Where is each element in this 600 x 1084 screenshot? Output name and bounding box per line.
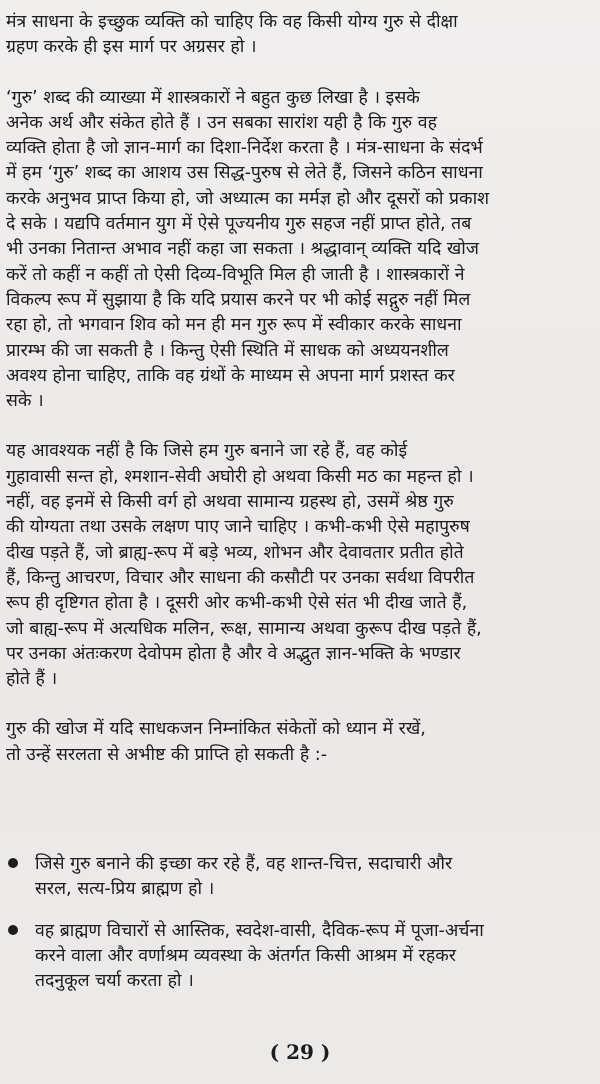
- bullet-icon: [8, 858, 18, 868]
- text-line: गुरु की खोज में यदि साधकजन निम्नांकित संकेतों को ध्यान में रखें,: [6, 719, 426, 740]
- bullet-list: [6, 852, 594, 1010]
- text-line: भी उनका नितान्त अभाव नहीं कहा जा सकता । श्रद्धावान् व्यक्ति यदि खोज: [6, 239, 479, 260]
- text-line: तदनुकूल चर्या करता हो ।: [35, 971, 194, 992]
- text-line: तो उन्हें सरलता से अभीष्ट की प्राप्ति हो सकती है :-: [6, 744, 328, 765]
- text-line: जो बाह्य-रूप में अत्यधिक मलिन, रूक्ष, सामान्य अथवा कुरूप दीख पड़ते हैं,: [6, 618, 482, 639]
- text-line: ग्रहण करके ही इस मार्ग पर अग्रसर हो ।: [6, 37, 257, 58]
- text-line: वह ब्राह्मण विचारों से आस्तिक, स्वदेश-वासी, दैविक-रूप में पूजा-अर्चना: [35, 920, 484, 941]
- text-line: व्यक्ति होता है जो ज्ञान-मार्ग का दिशा-निर्देश करता है । मंत्र-साधना के संदर्भ: [6, 138, 483, 159]
- page-number: ( 29 ): [269, 1040, 331, 1064]
- paragraph-gap: [6, 61, 594, 86]
- paragraph: [6, 10, 594, 61]
- text-line: करने वाला और वर्णाश्रम व्यवस्था के अंतर्गत किसी आश्रम में रहकर: [35, 945, 456, 966]
- text-line: की योग्यता तथा उसके लक्षण पाए जाने चाहिए । कभी-कभी ऐसे महापुरुष: [6, 517, 470, 538]
- text-line: सके ।: [6, 391, 44, 412]
- paragraph-gap: [6, 692, 594, 717]
- text-line: अवश्य होना चाहिए, ताकि वह ग्रंथों के माध्यम से अपना मार्ग प्रशस्त कर: [6, 365, 455, 386]
- text-line: होते हैं ।: [6, 669, 58, 690]
- text-line: करके अनुभव प्राप्त किया हो, जो अध्यात्म का मर्मज्ञ हो और दूसरों को प्रकाश: [6, 188, 490, 209]
- text-line: मंत्र साधना के इच्छुक व्यक्ति को चाहिए कि वह किसी योग्य गुरु से दीक्षा: [6, 12, 458, 32]
- text-line: प्रारम्भ की जा सकती है । किन्तु ऐसी स्थिति में साधक को अध्ययनशील: [6, 340, 449, 361]
- text-line: दे सके । यद्यपि वर्तमान युग में ऐसे पूज्यनीय गुरु सहज नहीं प्राप्त होते, तब: [6, 214, 472, 235]
- bullet-item: [6, 852, 594, 903]
- text-line: में हम ‘गुरु’ शब्द का आशय उस सिद्ध-पुरुष से लेते हैं, जिसने कठिन साधना: [6, 163, 483, 184]
- bullet-icon: [8, 925, 18, 935]
- text-line: करें तो कहीं न कहीं तो ऐसी दिव्य-विभूति मिल ही जाती है । शास्त्रकारों ने: [6, 264, 465, 285]
- text-line: यह आवश्यक नहीं है कि जिसे हम गुरु बनाने जा रहे हैं, वह कोई: [6, 441, 408, 462]
- text-line: अनेक अर्थ और संकेत होते हैं । उन सबका सारांश यही है कि गुरु वह: [6, 112, 437, 133]
- paragraph: [6, 717, 594, 768]
- text-line: दीख पड़ते हैं, जो ब्राह्य-रूप में बड़े भव्य, शोभन और देवावतार प्रतीत होते: [6, 542, 464, 563]
- paragraph-gap: [6, 414, 594, 439]
- text-line: जिसे गुरु बनाने की इच्छा कर रहे हैं, वह शान्त-चित्त, सदाचारी और: [35, 854, 453, 874]
- text-line: रूप ही दृष्टिगत होता है । दूसरी ओर कभी-कभी ऐसे संत भी दीख जाते हैं,: [6, 593, 468, 614]
- bullet-item: [6, 919, 594, 995]
- text-line: हैं, किन्तु आचरण, विचार और साधना की कसौटी पर उनका सर्वथा विपरीत: [6, 567, 475, 588]
- text-line: नहीं, वह इनमें से किसी वर्ग हो अथवा सामान्य ग्रहस्थ हो, उसमें श्रेष्ठ गुरु: [6, 492, 454, 513]
- paragraph: [6, 439, 594, 692]
- paragraph: [6, 86, 594, 415]
- text-line: पर उनका अंतःकरण देवोपम होता है और वे अद्भुत ज्ञान-भक्ति के भण्डार: [6, 643, 461, 664]
- text-line: गुहावासी सन्त हो, श्मशान-सेवी अघोरी हो अथवा किसी मठ का महन्त हो ।: [6, 466, 474, 487]
- text-line: सरल, सत्य-प्रिय ब्राह्मण हो ।: [35, 879, 215, 900]
- text-line: ‘गुरु’ शब्द की व्याख्या में शास्त्रकारों ने बहुत कुछ लिखा है । इसके: [6, 87, 420, 108]
- text-line: विकल्प रूप में सुझाया है कि यदि प्रयास करने पर भी कोई सद्गुरु नहीं मिल: [6, 289, 471, 310]
- text-line: रहा हो, तो भगवान शिव को मन ही मन गुरु रूप में स्वीकार करके साधना: [6, 315, 462, 336]
- body-text: [6, 10, 594, 768]
